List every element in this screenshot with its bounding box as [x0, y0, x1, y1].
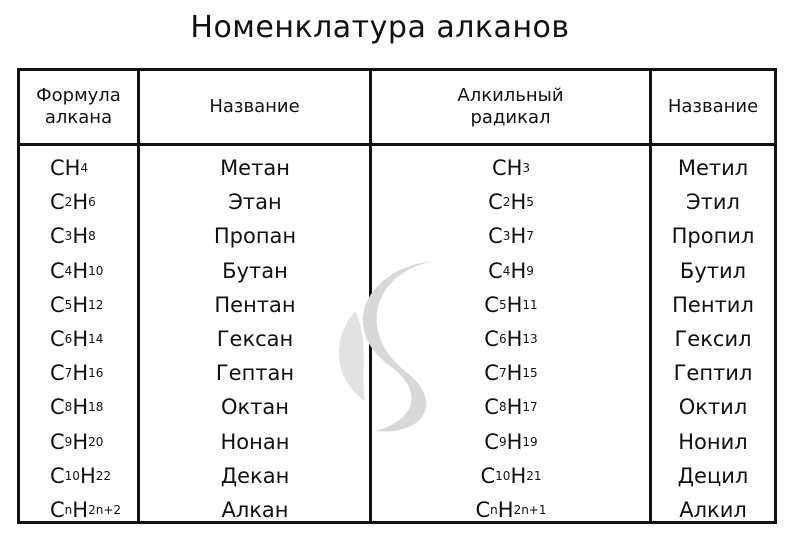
formula-symbol: H	[510, 224, 527, 249]
formula-symbol: H	[510, 258, 527, 283]
formula-subscript: 8	[64, 400, 73, 415]
formula-symbol: C	[480, 463, 496, 488]
header-radical-name: Название	[667, 96, 759, 117]
formula-symbol: C	[484, 327, 499, 352]
radical-name: Октил	[678, 395, 748, 420]
alkane-formula	[50, 390, 150, 424]
formula-symbol: H	[72, 292, 89, 317]
alkane-name: Пропан	[213, 224, 297, 249]
table-row	[20, 219, 774, 253]
formula-subscript: 9	[64, 434, 73, 449]
alkane-name: Нонан	[220, 429, 290, 454]
formula-symbol: H	[506, 429, 523, 454]
radical-formula	[372, 425, 650, 459]
table-row	[20, 459, 774, 493]
formula-subscript: 5	[526, 195, 534, 210]
table-row	[20, 288, 774, 322]
formula-subscript: 2	[502, 195, 511, 210]
formula-symbol: H	[64, 156, 81, 181]
radical-formula	[372, 254, 650, 288]
header-formula-line2: алкана	[44, 107, 113, 128]
formula-subscript: 6	[88, 195, 96, 210]
formula-subscript: 6	[64, 332, 73, 347]
formula-subscript: 2n+2	[88, 502, 122, 517]
formula-subscript: 9	[526, 263, 534, 278]
alkane-name: Этан	[228, 190, 282, 215]
formula-symbol: C	[491, 156, 507, 181]
radical-formula	[372, 288, 650, 322]
radical-formula	[372, 185, 650, 219]
radical-name: Бутил	[679, 258, 747, 283]
formula-symbol: C	[50, 292, 65, 317]
table-body	[20, 151, 774, 527]
formula-subscript: 5	[498, 297, 507, 312]
formula-symbol: H	[79, 463, 96, 488]
formula-subscript: 2n+1	[513, 502, 547, 517]
formula-subscript: 13	[522, 332, 538, 347]
formula-symbol: H	[506, 361, 523, 386]
formula-subscript: 7	[498, 366, 507, 381]
page-title: Номенклатура алканов	[190, 10, 570, 45]
formula-symbol: C	[488, 190, 503, 215]
formula-symbol: H	[506, 395, 523, 420]
radical-name: Пентил	[672, 292, 754, 317]
formula-symbol: C	[475, 497, 491, 522]
alkane-name: Октан	[220, 395, 290, 420]
formula-symbol: C	[50, 258, 65, 283]
formula-subscript: 18	[88, 400, 104, 415]
formula-symbol: C	[488, 258, 503, 283]
formula-subscript: 10	[64, 468, 80, 483]
formula-symbol: C	[50, 156, 65, 181]
radical-name: Алкил	[679, 497, 747, 522]
header-formula	[20, 71, 137, 143]
alkane-formula	[50, 356, 150, 390]
formula-symbol: H	[506, 292, 523, 317]
header-radical-line1: Алкильный	[457, 85, 564, 106]
formula-symbol: H	[72, 224, 89, 249]
formula-symbol: H	[510, 463, 527, 488]
formula-symbol: C	[484, 361, 499, 386]
formula-subscript: 4	[64, 263, 73, 278]
radical-formula	[372, 390, 650, 424]
formula-subscript: 3	[64, 229, 73, 244]
formula-subscript: 4	[502, 263, 511, 278]
formula-subscript: 20	[88, 434, 104, 449]
header-formula-line1: Формула	[36, 85, 121, 106]
alkane-formula	[50, 459, 150, 493]
formula-subscript: 22	[95, 468, 112, 483]
alkane-formula	[50, 151, 150, 185]
formula-symbol: C	[484, 429, 499, 454]
radical-name: Нонил	[678, 429, 748, 454]
alkane-name: Гептан	[215, 361, 295, 386]
formula-symbol: C	[50, 497, 65, 522]
formula-symbol: C	[50, 463, 65, 488]
formula-subscript: n	[490, 502, 498, 517]
radical-name: Этил	[686, 190, 740, 215]
table-row	[20, 254, 774, 288]
radical-name: Пропил	[671, 224, 755, 249]
radical-formula	[372, 322, 650, 356]
formula-symbol: C	[50, 361, 65, 386]
formula-symbol: H	[72, 258, 89, 283]
formula-subscript: 16	[88, 366, 104, 381]
table-row	[20, 151, 774, 185]
alkane-name: Метан	[220, 156, 290, 181]
formula-subscript: 2	[64, 195, 73, 210]
formula-subscript: 17	[522, 400, 538, 415]
formula-symbol: C	[50, 190, 65, 215]
alkane-name: Бутан	[222, 258, 288, 283]
formula-subscript: 7	[64, 366, 73, 381]
radical-formula	[372, 356, 650, 390]
formula-subscript: 4	[80, 161, 89, 176]
formula-symbol: C	[50, 395, 65, 420]
radical-name: Децил	[677, 463, 749, 488]
formula-subscript: 19	[522, 434, 538, 449]
alkane-formula	[50, 254, 150, 288]
header-radical-line2: радикал	[470, 107, 551, 128]
formula-subscript: 10	[88, 263, 104, 278]
formula-symbol: H	[497, 497, 514, 522]
nomenclature-table	[17, 68, 777, 524]
header-name: Название	[209, 96, 300, 117]
table-row	[20, 356, 774, 390]
radical-name: Метил	[677, 156, 749, 181]
alkane-name: Алкан	[221, 497, 289, 522]
formula-subscript: 15	[522, 366, 538, 381]
table-row	[20, 322, 774, 356]
table-row	[20, 185, 774, 219]
formula-subscript: 12	[88, 297, 104, 312]
radical-formula	[372, 219, 650, 253]
formula-symbol: H	[72, 497, 89, 522]
formula-subscript: 3	[522, 161, 531, 176]
formula-symbol: C	[50, 224, 65, 249]
formula-symbol: H	[72, 395, 89, 420]
formula-symbol: C	[50, 327, 65, 352]
formula-symbol: H	[72, 429, 89, 454]
formula-subscript: 10	[495, 468, 511, 483]
formula-subscript: 21	[526, 468, 542, 483]
alkane-name: Декан	[220, 463, 290, 488]
alkane-formula	[50, 288, 150, 322]
alkane-name: Пентан	[214, 292, 296, 317]
formula-symbol: C	[488, 224, 503, 249]
radical-formula	[372, 459, 650, 493]
header-divider	[20, 143, 774, 146]
formula-symbol: C	[50, 429, 65, 454]
alkane-formula	[50, 493, 150, 527]
table-row	[20, 493, 774, 527]
formula-subscript: 9	[498, 434, 507, 449]
formula-subscript: n	[64, 502, 73, 517]
header-radical	[372, 71, 649, 143]
formula-subscript: 5	[64, 297, 73, 312]
formula-subscript: 11	[522, 297, 538, 312]
formula-subscript: 8	[88, 229, 96, 244]
formula-symbol: C	[484, 395, 499, 420]
formula-subscript: 8	[498, 400, 507, 415]
formula-symbol: H	[506, 327, 523, 352]
formula-symbol: C	[484, 292, 499, 317]
formula-subscript: 3	[502, 229, 511, 244]
alkane-formula	[50, 219, 150, 253]
formula-subscript: 6	[498, 332, 507, 347]
alkane-name: Гексан	[216, 327, 294, 352]
formula-symbol: H	[72, 190, 89, 215]
alkane-formula	[50, 322, 150, 356]
radical-formula	[372, 151, 650, 185]
formula-subscript: 7	[526, 229, 534, 244]
alkane-formula	[50, 425, 150, 459]
radical-name: Гексил	[674, 327, 752, 352]
formula-symbol: H	[72, 327, 89, 352]
radical-name: Гептил	[673, 361, 753, 386]
table-row	[20, 425, 774, 459]
formula-symbol: H	[510, 190, 527, 215]
formula-subscript: 14	[88, 332, 104, 347]
formula-symbol: H	[506, 156, 523, 181]
alkane-formula	[50, 185, 150, 219]
radical-formula	[372, 493, 650, 527]
formula-symbol: H	[72, 361, 89, 386]
table-row	[20, 390, 774, 424]
